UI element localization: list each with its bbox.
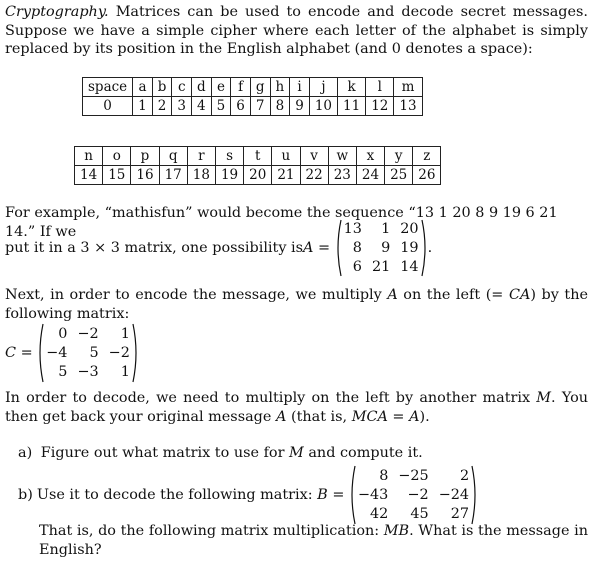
decode-text: In order to decode, we need to multiply on the left by another matrix [5, 390, 537, 406]
left-paren-icon [37, 323, 44, 383]
table-cell-letter: b [152, 78, 172, 97]
part-b [18, 465, 478, 525]
table-cell-number: 13 [394, 97, 422, 116]
var-a: A [303, 239, 314, 256]
table-cell-letter: w [328, 147, 356, 166]
matrix-c [37, 323, 139, 383]
matrix-entry: 42 [370, 506, 389, 522]
matrix-entry: −3 [77, 364, 99, 380]
table-cell-number: 26 [413, 166, 441, 185]
intro-text: Matrices can be used to encode and decode secret messages. Suppose we have a simple cipher where each letter of the alphabet is simply replaced by its position in the English alphabet (and 0 denotes a space): [5, 4, 588, 58]
part-a-text: Figure out what matrix to use for [40, 445, 290, 461]
left-paren-icon [335, 219, 342, 277]
table-cell-number: 16 [131, 166, 159, 185]
table-cell-letter: e [211, 78, 231, 97]
table-cell-number: 21 [272, 166, 300, 185]
table-cell-number: 23 [328, 166, 356, 185]
table-cell-number: 7 [250, 97, 270, 116]
matrix-c-equation [5, 323, 139, 383]
table-cell-letter: c [172, 78, 192, 97]
matrix-entry: 1 [381, 221, 391, 237]
table-cell-number: 24 [356, 166, 384, 185]
matrix-entry: 9 [381, 240, 391, 256]
matrix-entry: 8 [352, 240, 362, 256]
table-cell-letter: d [192, 78, 212, 97]
table-cell-number: 17 [159, 166, 187, 185]
matrix-entry: −2 [407, 487, 429, 503]
intro-title: Cryptography. [5, 4, 109, 20]
example-text: For example, “mathisfun” would become the sequence “13 1 20 8 9 19 6 21 14.” If we [5, 205, 558, 240]
var-a: A [409, 408, 420, 425]
table-cell-letter: j [309, 78, 337, 97]
table-cell-number: 0 [83, 97, 133, 116]
table-cell-number: 9 [290, 97, 310, 116]
intro-paragraph [5, 3, 588, 59]
var-c: C [5, 344, 17, 361]
encode-text: Next, in order to encode the message, we multiply [5, 287, 388, 303]
table-cell-letter: v [300, 147, 328, 166]
matrix-entry: 21 [371, 259, 391, 275]
table-cell-letter: h [270, 78, 290, 97]
matrix-entry: 0 [58, 326, 68, 342]
matrix-a [335, 219, 428, 277]
table-cell-number: 14 [75, 166, 103, 185]
matrix-entry: −24 [438, 487, 470, 503]
table-cell-letter: p [131, 147, 159, 166]
right-paren-icon [471, 465, 478, 525]
part-b-text: . What is the message in English? [39, 523, 588, 558]
matrix-entry: 13 [343, 221, 362, 237]
period: . [427, 239, 433, 256]
matrix-entry: −25 [398, 468, 429, 484]
example-line-2 [5, 219, 432, 277]
table-cell-letter: l [366, 78, 394, 97]
table-cell-letter: y [385, 147, 413, 166]
example-text-2: put it in a 3 × 3 matrix, one possibility is [5, 239, 304, 256]
var-a: A [275, 408, 287, 425]
decode-text: = [387, 408, 410, 425]
table-cell-number: 20 [244, 166, 272, 185]
matrix-entries [342, 220, 421, 276]
matrix-entry: 6 [352, 259, 362, 275]
table-cell-letter: x [356, 147, 384, 166]
matrix-entry: −43 [357, 487, 389, 503]
part-a-label: a) [18, 445, 33, 461]
var-mb: MB [383, 523, 410, 539]
matrix-entry: 20 [400, 221, 419, 237]
table-cell-number: 2 [152, 97, 172, 116]
table-row-letters [83, 78, 423, 97]
table-cell-number: 1 [133, 97, 153, 116]
table-cell-letter: o [103, 147, 131, 166]
matrix-entry: 45 [410, 506, 429, 522]
part-b-text: That is, do the following matrix multiplication: [39, 523, 384, 539]
table-cell-number: 10 [309, 97, 337, 116]
var-a: A [387, 287, 398, 303]
cipher-table-n-z [74, 146, 441, 185]
table-cell-letter: u [272, 147, 300, 166]
table-cell-number: 5 [211, 97, 231, 116]
table-cell-number: 18 [187, 166, 215, 185]
decode-text: ). [419, 408, 430, 425]
table-cell-number: 11 [338, 97, 366, 116]
equals-sign: = [313, 239, 335, 256]
part-b-text: Use it to decode the following matrix: [36, 486, 318, 503]
table-cell-letter: r [187, 147, 215, 166]
encode-text: ) by the following matrix: [5, 287, 588, 322]
equals-sign: = [16, 344, 38, 361]
var-m: M [536, 390, 552, 406]
matrix-entry: −2 [77, 326, 99, 342]
table-cell-number: 8 [270, 97, 290, 116]
encode-text: on the left (= [397, 287, 509, 303]
table-cell-number: 22 [300, 166, 328, 185]
table-cell-number: 4 [192, 97, 212, 116]
table-cell-number: 15 [103, 166, 131, 185]
matrix-b [349, 465, 478, 525]
table-row-numbers [75, 166, 441, 185]
encode-paragraph [5, 286, 588, 323]
matrix-entry: 5 [58, 364, 68, 380]
matrix-entries [356, 467, 471, 523]
table-row-numbers [83, 97, 423, 116]
table-row-letters [75, 147, 441, 166]
decode-paragraph [5, 389, 588, 426]
matrix-entry: 1 [120, 326, 130, 342]
table-cell-number: 12 [366, 97, 394, 116]
matrix-entry: 2 [459, 468, 470, 484]
part-b-followup [39, 522, 588, 559]
table-cell-letter: f [231, 78, 251, 97]
table-cell-letter: q [159, 147, 187, 166]
var-m: M [289, 445, 304, 461]
part-a [18, 444, 423, 463]
table-cell-letter: i [290, 78, 310, 97]
matrix-entry: 19 [400, 240, 419, 256]
cipher-table-a-m [82, 77, 423, 116]
part-a-text: and compute it. [303, 445, 423, 461]
matrix-entry: 27 [450, 506, 470, 522]
table-cell-letter: s [215, 147, 243, 166]
table-cell-number: 3 [172, 97, 192, 116]
matrix-entry: −2 [108, 345, 130, 361]
table-cell-letter: k [338, 78, 366, 97]
table-cell-letter: z [413, 147, 441, 166]
right-paren-icon [132, 323, 139, 383]
matrix-entry: 14 [400, 259, 419, 275]
table-cell-letter: n [75, 147, 103, 166]
table-cell-number: 25 [385, 166, 413, 185]
decode-text: . You then get back your original message [5, 390, 588, 425]
table-cell-letter: g [250, 78, 270, 97]
matrix-entry: 8 [379, 468, 389, 484]
decode-text: (that is, [286, 408, 352, 425]
table-cell-letter: t [244, 147, 272, 166]
var-mca: MCA [351, 408, 388, 425]
part-b-label: b) [18, 486, 33, 503]
left-paren-icon [349, 465, 356, 525]
table-cell-number: 6 [231, 97, 251, 116]
table-cell-letter: space [83, 78, 133, 97]
right-paren-icon [421, 219, 428, 277]
matrix-entries [44, 325, 132, 381]
matrix-entry: 1 [120, 364, 130, 380]
equals-sign: = [327, 486, 349, 503]
matrix-entry: −4 [46, 345, 68, 361]
table-cell-number: 19 [215, 166, 243, 185]
var-b: B [317, 486, 328, 503]
var-ca: CA [508, 287, 531, 303]
table-cell-letter: a [133, 78, 153, 97]
table-cell-letter: m [394, 78, 422, 97]
matrix-entry: 5 [89, 345, 99, 361]
